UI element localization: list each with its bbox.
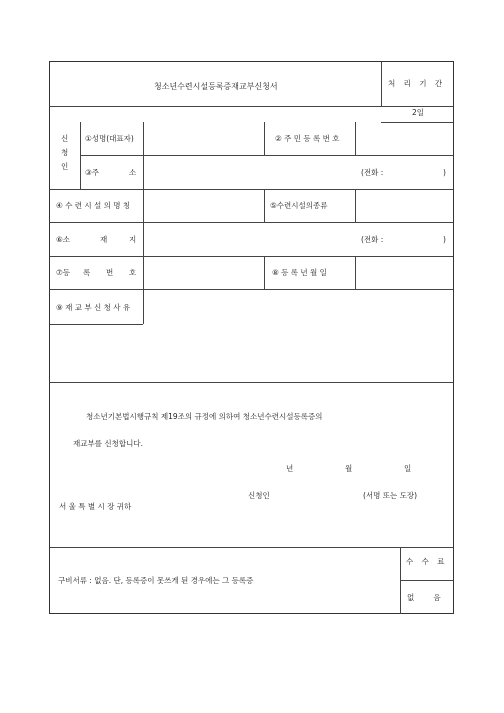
divider [143, 289, 144, 324]
divider [143, 256, 144, 289]
applicant-label-3: 인 [61, 162, 69, 171]
registration-number-label: ⑦등 [56, 268, 70, 277]
applicant-sign-label: 신청인 [248, 491, 270, 500]
address-field[interactable] [145, 158, 355, 188]
address-phone-close: ) [443, 168, 446, 177]
registration-number-field[interactable] [145, 258, 263, 288]
divider [400, 547, 401, 614]
divider [50, 324, 143, 325]
year-label: 년 [286, 464, 294, 473]
day-label: 일 [404, 464, 412, 473]
divider [50, 547, 453, 548]
month-label: 월 [345, 464, 353, 473]
applicant-label-2: 청 [61, 148, 69, 157]
registration-number-label-4: 호 [129, 268, 137, 277]
facility-name-field[interactable] [145, 191, 263, 221]
registration-date-label: ⑧ 등 록 년 월 일 [272, 268, 327, 277]
divider [50, 289, 453, 290]
facility-type-field[interactable] [357, 191, 451, 221]
divider [355, 256, 356, 289]
name-field[interactable] [145, 124, 263, 154]
facility-type-label: ⑤수련시설의종류 [270, 201, 328, 210]
required-documents: 구비서류 : 없음. 단, 등록증이 못쓰게 된 경우에는 그 등록증 [58, 576, 254, 585]
divider [80, 122, 81, 189]
divider [355, 122, 356, 156]
divider [50, 106, 453, 107]
divider [50, 222, 453, 223]
processing-period-label: 처 리 기 간 [388, 79, 446, 88]
address-label: ③주 [85, 168, 99, 177]
address-label-2: 소 [129, 168, 137, 177]
processing-period-value: 2일 [412, 108, 425, 117]
divider [400, 580, 453, 581]
address-phone-label: (전화 : [361, 168, 384, 177]
registration-number-label-3: 번 [106, 268, 114, 277]
signature-field[interactable] [275, 487, 360, 503]
location-phone-close: ) [443, 235, 446, 244]
fee-label: 수 수 료 [406, 557, 448, 566]
divider [381, 62, 382, 106]
name-label: ①성명(대표자) [85, 134, 134, 143]
form-title: 청소년수련시설등록증재교부신청서 [154, 82, 278, 91]
divider [50, 256, 453, 257]
divider [264, 189, 265, 222]
reissue-reason-label: ⑨ 재 교 부 신 청 사 유 [56, 303, 131, 312]
addressee: 서 울 특 별 시 장 귀하 [59, 502, 132, 511]
divider [355, 189, 356, 222]
divider [264, 256, 265, 289]
location-phone-label: (전화 : [361, 235, 384, 244]
facility-name-label: ④ 수 련 시 설 의 명 칭 [56, 201, 131, 210]
reissue-reason-field[interactable] [145, 291, 451, 380]
applicant-label-1: 신 [61, 134, 69, 143]
divider [143, 222, 144, 256]
divider [381, 122, 453, 123]
resident-number-label: ② 주 민 등 록 번 호 [275, 134, 340, 143]
divider [50, 189, 453, 190]
registration-number-label-2: 록 [83, 268, 91, 277]
divider [143, 156, 144, 189]
divider [143, 122, 144, 156]
registration-reissue-form [49, 61, 454, 614]
divider [264, 122, 265, 156]
signature-note: (서명 또는 도장) [363, 491, 418, 500]
location-label: ⑥소 [56, 235, 70, 244]
location-field[interactable] [145, 224, 355, 254]
registration-date-field[interactable] [357, 258, 451, 288]
divider [50, 382, 453, 383]
fee-value: 없 음 [407, 593, 441, 602]
resident-number-field[interactable] [357, 124, 451, 154]
divider [80, 155, 453, 156]
location-label-3: 지 [129, 235, 137, 244]
statement-line-2: 재교부를 신청합니다. [73, 439, 143, 448]
statement-line-1: 청소년기본법시행규칙 제19조의 규정에 의하여 청소년수련시설등록증의 [86, 412, 323, 421]
divider [143, 189, 144, 222]
location-label-2: 재 [100, 235, 108, 244]
